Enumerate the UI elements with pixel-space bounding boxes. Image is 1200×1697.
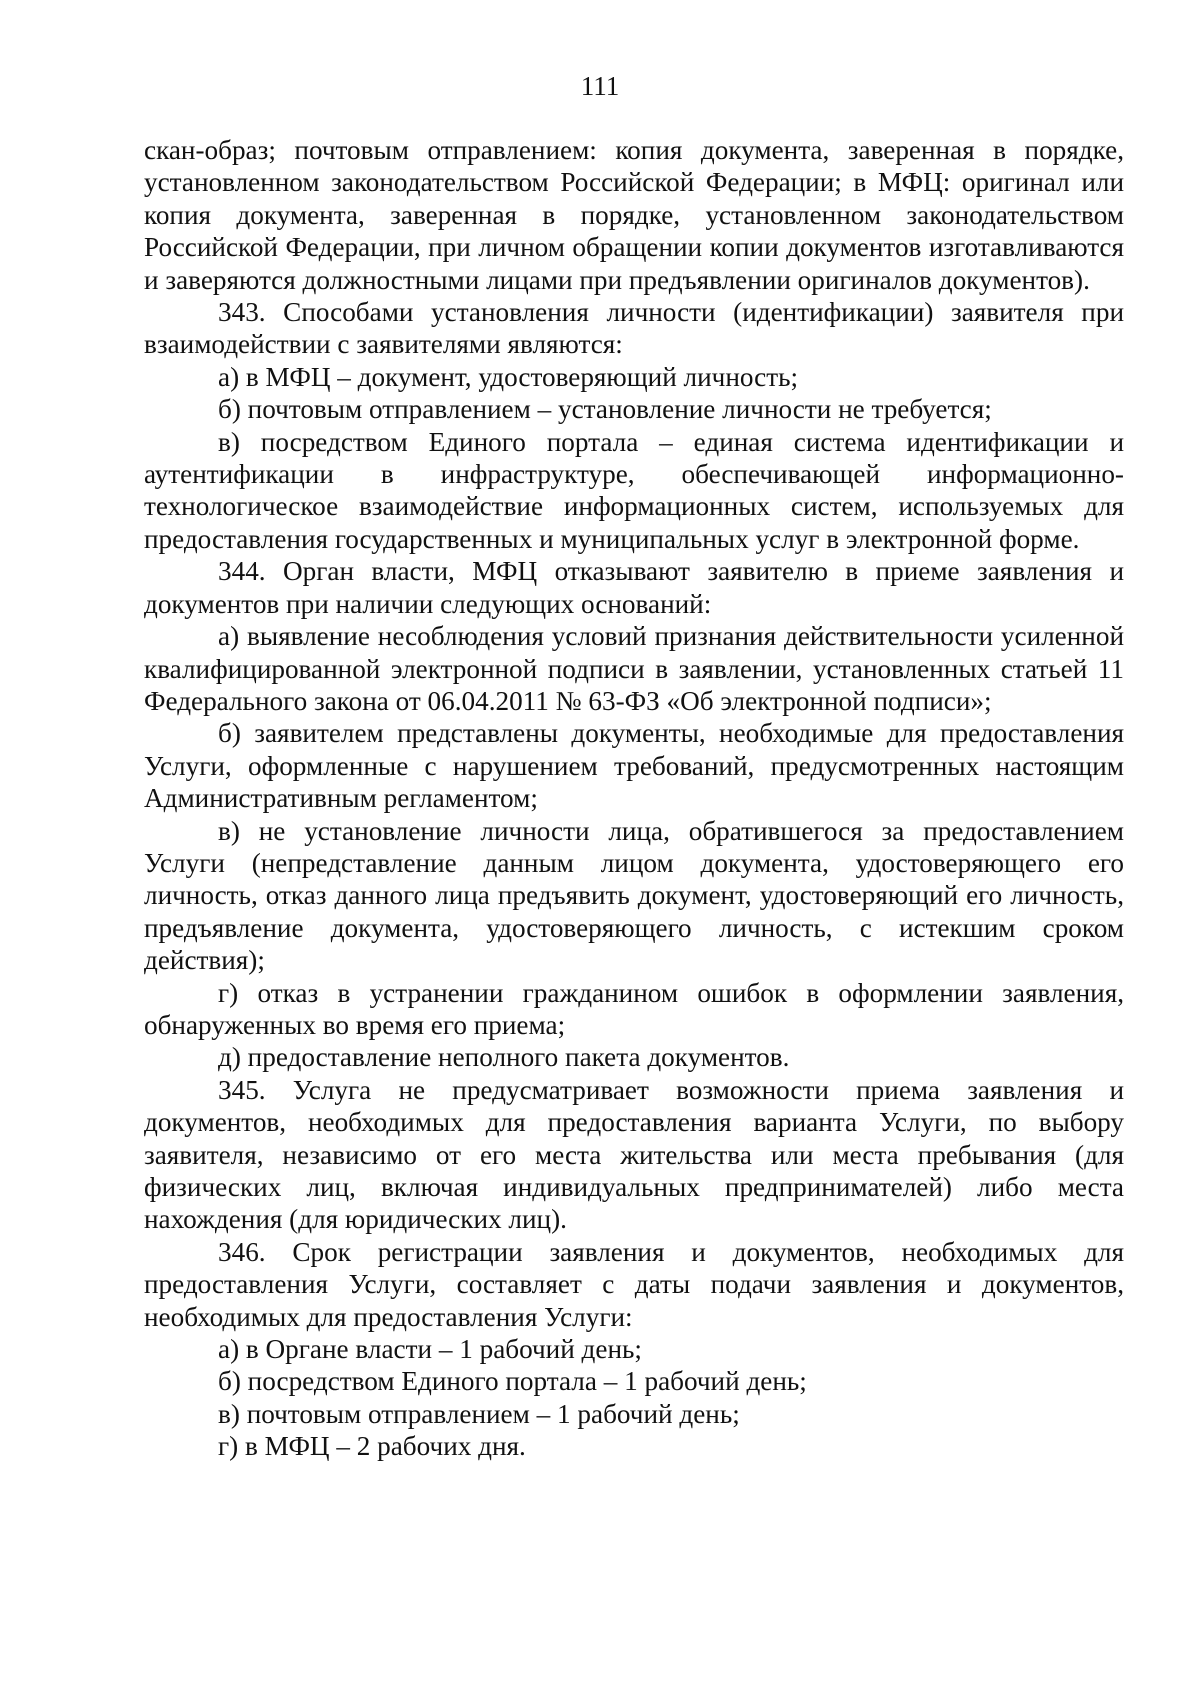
list-item-344-a: а) выявление несоблюдения условий признания действительности усиленной квалифицированной электронной подписи в заявлении, установленных статьей 11 Федерального закона от 06.04.2011 № 63-ФЗ «Об электронной подписи»; bbox=[144, 621, 1124, 716]
list-item-344-v: в) не установление личности лица, обратившегося за предоставлением Услуги (непредставление данным лицом документа, удостоверяющего его личность, отказ данного лица предъявить документ, удостоверяющий его личность, предъявление документа, удостоверяющего личность, с истекшим сроком действия); bbox=[144, 815, 1124, 976]
paragraph-continuation: скан-образ; почтовым отправлением: копия документа, заверенная в порядке, установленном законодательством Российской Федерации; в МФЦ: оригинал или копия документа, заверенная в порядке, установленном законодательством Российской Федерации, при личном обращении копии документов изготавливаются и заверяются должностными лицами при предъявлении оригиналов документов). bbox=[144, 135, 1124, 295]
list-item-344-d: д) предоставление неполного пакета документов. bbox=[218, 1042, 790, 1073]
list-item-344-g: г) отказ в устранении гражданином ошибок в оформлении заявления, обнаруженных во время его приема; bbox=[144, 977, 1124, 1040]
list-item-343-b: б) почтовым отправлением – установление личности не требуется; bbox=[218, 394, 992, 425]
list-item-343-v: в) посредством Единого портала – единая система идентификации и аутентификации в инфраструктуре, обеспечивающей информационно-технологическое взаимодействие информационных систем, используемых для предоставления государственных и муниципальных услуг в электронной форме. bbox=[144, 426, 1124, 554]
list-item-346-a: а) в Органе власти – 1 рабочий день; bbox=[218, 1334, 642, 1365]
paragraph-346: 346. Срок регистрации заявления и документов, необходимых для предоставления Услуги, составляет с даты подачи заявления и документов, необходимых для предоставления Услуги: bbox=[144, 1236, 1124, 1332]
list-item-346-b: б) посредством Единого портала – 1 рабочий день; bbox=[218, 1366, 807, 1397]
list-item-344-b: б) заявителем представлены документы, необходимые для предоставления Услуги, оформленные с нарушением требований, предусмотренных настоящим Административным регламентом; bbox=[144, 718, 1124, 814]
list-item-343-a: а) в МФЦ – документ, удостоверяющий личность; bbox=[218, 361, 799, 392]
paragraph-344: 344. Орган власти, МФЦ отказывают заявителю в приеме заявления и документов при наличии следующих оснований: bbox=[144, 556, 1124, 619]
document-body bbox=[144, 134, 1124, 1463]
paragraph-343: 343. Способами установления личности (идентификации) заявителя при взаимодействии с заявителями являются: bbox=[144, 297, 1124, 360]
page-number: 111 bbox=[580, 71, 620, 101]
paragraph-345: 345. Услуга не предусматривает возможности приема заявления и документов, необходимых для предоставления варианта Услуги, по выбору заявителя, независимо от его места жительства или места пребывания (для физических лиц, включая индивидуальных предпринимателей) либо места нахождения (для юридических лиц). bbox=[144, 1074, 1124, 1235]
list-item-346-v: в) почтовым отправлением – 1 рабочий день; bbox=[218, 1398, 740, 1429]
list-item-346-g: г) в МФЦ – 2 рабочих дня. bbox=[218, 1431, 526, 1462]
